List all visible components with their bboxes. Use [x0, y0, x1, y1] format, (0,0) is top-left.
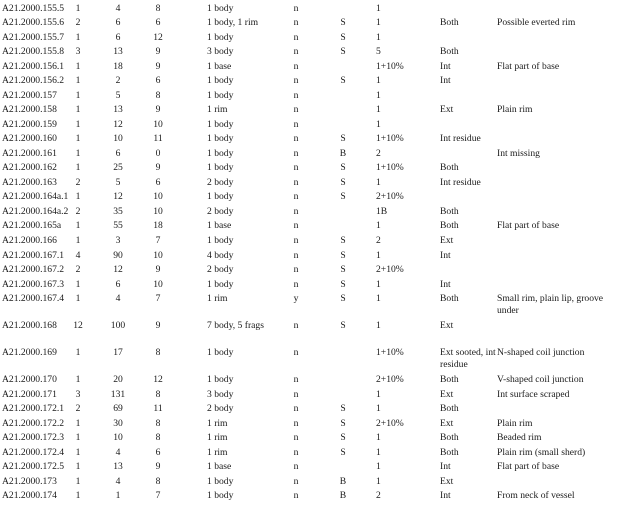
cell-temper: S [340, 403, 346, 414]
cell-thickness: 18 [153, 220, 163, 231]
cell-surface: Int [440, 75, 451, 86]
cell-description: 1 body [207, 374, 234, 385]
cell-description: 1 body [207, 490, 234, 501]
cell-weight: 69 [113, 403, 123, 414]
cell-sherd-count: 1 [75, 61, 81, 72]
cell-weight: 20 [113, 374, 123, 385]
cell-context-id: A21.2000.167.3 [2, 279, 65, 290]
cell-notes: Possible everted rim [497, 17, 576, 28]
cell-context-id: A21.2000.174 [2, 490, 57, 501]
cell-context-id: A21.2000.167.4 [2, 293, 65, 304]
cell-temper: S [340, 177, 346, 188]
cell-fabric: 1 [376, 389, 381, 400]
cell-thickness: 10 [153, 191, 163, 202]
cell-sherd-count: 1 [75, 490, 81, 501]
cell-context-id: A21.2000.155.6 [2, 17, 65, 28]
cell-thickness: 0 [155, 148, 161, 159]
cell-description: 2 body [207, 177, 234, 188]
cell-decorated: n [293, 418, 299, 429]
cell-decorated: n [293, 320, 299, 331]
cell-weight: 100 [110, 320, 126, 331]
cell-thickness: 8 [155, 389, 161, 400]
cell-fabric: 2+10% [376, 191, 404, 202]
cell-fabric: 1 [376, 119, 381, 130]
cell-decorated: n [293, 461, 299, 472]
cell-fabric: 2 [376, 235, 381, 246]
cell-sherd-count: 4 [75, 250, 81, 261]
cell-description: 1 base [207, 220, 232, 231]
cell-surface: Int [440, 461, 451, 472]
cell-weight: 6 [115, 17, 121, 28]
cell-context-id: A21.2000.172.1 [2, 403, 65, 414]
cell-sherd-count: 12 [73, 320, 83, 331]
cell-decorated: n [293, 191, 299, 202]
cell-description: 1 body [207, 75, 234, 86]
cell-sherd-count: 2 [75, 206, 81, 217]
cell-thickness: 10 [153, 119, 163, 130]
cell-fabric: 1 [376, 220, 381, 231]
cell-decorated: n [293, 264, 299, 275]
cell-surface: Ext [440, 476, 454, 487]
cell-sherd-count: 1 [75, 347, 81, 358]
cell-weight: 17 [113, 347, 123, 358]
cell-description: 1 rim [207, 432, 228, 443]
cell-notes: Plain rim (small sherd) [497, 447, 586, 458]
cell-weight: 5 [115, 90, 121, 101]
cell-thickness: 9 [155, 61, 161, 72]
cell-temper: S [340, 133, 346, 144]
cell-description: 2 body [207, 206, 234, 217]
cell-thickness: 9 [155, 461, 161, 472]
cell-decorated: n [293, 235, 299, 246]
cell-description: 3 body [207, 389, 234, 400]
cell-fabric: 1 [376, 403, 381, 414]
cell-temper: S [340, 32, 346, 43]
cell-surface: Int residue [440, 177, 481, 188]
cell-context-id: A21.2000.164a.1 [2, 191, 69, 202]
cell-context-id: A21.2000.170 [2, 374, 57, 385]
cell-description: 1 body [207, 133, 234, 144]
cell-decorated: n [293, 447, 299, 458]
cell-decorated: n [293, 61, 299, 72]
cell-notes: Flat part of base [497, 220, 560, 231]
cell-sherd-count: 1 [75, 447, 81, 458]
cell-sherd-count: 1 [75, 374, 81, 385]
cell-weight: 2 [115, 75, 121, 86]
cell-description: 1 body [207, 191, 234, 202]
cell-notes: Flat part of base [497, 461, 560, 472]
cell-thickness: 9 [155, 264, 161, 275]
cell-temper: S [340, 46, 346, 57]
cell-thickness: 12 [153, 32, 163, 43]
cell-thickness: 11 [153, 133, 163, 144]
cell-decorated: n [293, 133, 299, 144]
cell-context-id: A21.2000.163 [2, 177, 57, 188]
cell-temper: B [339, 148, 347, 159]
cell-description: 4 body [207, 250, 234, 261]
cell-weight: 55 [113, 220, 123, 231]
cell-sherd-count: 1 [75, 119, 81, 130]
cell-surface: Both [440, 17, 459, 28]
cell-fabric: 1+10% [376, 347, 404, 358]
cell-weight: 13 [113, 461, 123, 472]
cell-fabric: 1 [376, 279, 381, 290]
cell-weight: 18 [113, 61, 123, 72]
cell-thickness: 9 [155, 46, 161, 57]
cell-description: 1 body [207, 148, 234, 159]
cell-description: 3 body [207, 46, 234, 57]
cell-notes: V-shaped coil junction [497, 374, 584, 385]
cell-description: 1 body, 1 rim [207, 17, 259, 28]
cell-context-id: A21.2000.172.5 [2, 461, 65, 472]
cell-temper: S [340, 293, 346, 304]
cell-thickness: 6 [155, 447, 161, 458]
cell-surface: Both [440, 206, 459, 217]
cell-fabric: 1 [376, 476, 381, 487]
cell-weight: 4 [115, 3, 121, 14]
cell-context-id: A21.2000.172.2 [2, 418, 65, 429]
cell-temper: S [340, 17, 346, 28]
cell-sherd-count: 1 [75, 279, 81, 290]
cell-decorated: n [293, 148, 299, 159]
cell-weight: 5 [115, 177, 121, 188]
cell-weight: 12 [113, 119, 123, 130]
cell-sherd-count: 1 [75, 476, 81, 487]
cell-fabric: 1 [376, 3, 381, 14]
cell-temper: S [340, 279, 346, 290]
cell-surface: Both [440, 293, 459, 304]
cell-notes: N-shaped coil junction [497, 347, 585, 358]
cell-surface: Both [440, 46, 459, 57]
cell-surface: Both [440, 447, 459, 458]
cell-description: 1 body [207, 347, 234, 358]
cell-fabric: 1 [376, 177, 381, 188]
cell-temper: S [340, 432, 346, 443]
cell-thickness: 10 [153, 250, 163, 261]
cell-fabric: 2 [376, 490, 381, 501]
cell-decorated: n [293, 279, 299, 290]
cell-temper: S [340, 235, 346, 246]
cell-weight: 6 [115, 279, 121, 290]
cell-decorated: n [293, 374, 299, 385]
cell-fabric: 2+10% [376, 374, 404, 385]
cell-weight: 12 [113, 264, 123, 275]
cell-description: 1 body [207, 3, 234, 14]
cell-surface: Both [440, 220, 459, 231]
cell-context-id: A21.2000.161 [2, 148, 57, 159]
cell-sherd-count: 1 [75, 432, 81, 443]
cell-temper: S [340, 250, 346, 261]
cell-sherd-count: 1 [75, 90, 81, 101]
cell-weight: 6 [115, 32, 121, 43]
cell-fabric: 1 [376, 293, 381, 304]
cell-context-id: A21.2000.155.8 [2, 46, 65, 57]
cell-context-id: A21.2000.164a.2 [2, 206, 69, 217]
cell-sherd-count: 1 [75, 418, 81, 429]
cell-thickness: 9 [155, 320, 161, 331]
cell-fabric: 1 [376, 32, 381, 43]
cell-surface: Int [440, 61, 451, 72]
cell-description: 1 body [207, 235, 234, 246]
cell-weight: 4 [115, 447, 121, 458]
cell-surface: Ext [440, 320, 454, 331]
cell-thickness: 8 [155, 3, 161, 14]
cell-context-id: A21.2000.159 [2, 119, 57, 130]
cell-fabric: 2+10% [376, 418, 404, 429]
cell-fabric: 2 [376, 148, 381, 159]
cell-sherd-count: 1 [75, 32, 81, 43]
cell-decorated: n [293, 490, 299, 501]
cell-weight: 35 [113, 206, 123, 217]
cell-surface: Ext sooted, int residue [440, 347, 496, 370]
cell-context-id: A21.2000.165a [2, 220, 62, 231]
cell-notes: Plain rim [497, 104, 533, 115]
cell-weight: 10 [113, 432, 123, 443]
cell-surface: Int [440, 250, 451, 261]
cell-surface: Both [440, 374, 459, 385]
cell-fabric: 1 [376, 90, 381, 101]
cell-notes: Int missing [497, 148, 540, 159]
cell-decorated: n [293, 347, 299, 358]
cell-sherd-count: 1 [75, 220, 81, 231]
cell-decorated: n [293, 220, 299, 231]
cell-description: 2 body [207, 264, 234, 275]
cell-fabric: 1 [376, 250, 381, 261]
cell-fabric: 1+10% [376, 61, 404, 72]
cell-context-id: A21.2000.155.7 [2, 32, 65, 43]
cell-decorated: n [293, 206, 299, 217]
cell-surface: Ext [440, 389, 454, 400]
cell-notes: Flat part of base [497, 61, 560, 72]
cell-thickness: 12 [153, 374, 163, 385]
cell-thickness: 8 [155, 476, 161, 487]
cell-temper: S [340, 162, 346, 173]
cell-surface: Both [440, 432, 459, 443]
cell-decorated: n [293, 250, 299, 261]
cell-context-id: A21.2000.158 [2, 104, 57, 115]
cell-weight: 3 [115, 235, 121, 246]
cell-decorated: n [293, 32, 299, 43]
cell-sherd-count: 1 [75, 293, 81, 304]
cell-fabric: 1B [376, 206, 388, 217]
cell-sherd-count: 2 [75, 403, 81, 414]
cell-description: 1 rim [207, 447, 228, 458]
cell-thickness: 8 [155, 432, 161, 443]
cell-weight: 12 [113, 191, 123, 202]
cell-weight: 13 [113, 46, 123, 57]
cell-notes: Small rim, plain lip, groove under [497, 293, 604, 316]
cell-weight: 4 [115, 476, 121, 487]
cell-thickness: 10 [153, 279, 163, 290]
cell-decorated: n [293, 119, 299, 130]
cell-decorated: n [293, 177, 299, 188]
cell-fabric: 1+10% [376, 133, 404, 144]
cell-surface: Int residue [440, 133, 481, 144]
cell-fabric: 1 [376, 432, 381, 443]
cell-notes: Plain rim [497, 418, 533, 429]
cell-surface: Int [440, 279, 451, 290]
cell-description: 7 body, 5 frags [207, 320, 264, 331]
cell-sherd-count: 1 [75, 75, 81, 86]
cell-thickness: 7 [155, 293, 161, 304]
cell-description: 1 body [207, 279, 234, 290]
cell-description: 1 body [207, 90, 234, 101]
cell-decorated: n [293, 476, 299, 487]
cell-context-id: A21.2000.171 [2, 389, 57, 400]
cell-notes: Beaded rim [497, 432, 542, 443]
cell-thickness: 7 [155, 235, 161, 246]
cell-description: 1 base [207, 61, 232, 72]
cell-thickness: 6 [155, 177, 161, 188]
cell-sherd-count: 2 [75, 177, 81, 188]
cell-thickness: 11 [153, 403, 163, 414]
cell-sherd-count: 1 [75, 162, 81, 173]
cell-fabric: 1 [376, 75, 381, 86]
cell-temper: S [340, 264, 346, 275]
cell-thickness: 8 [155, 418, 161, 429]
cell-thickness: 8 [155, 90, 161, 101]
cell-weight: 25 [113, 162, 123, 173]
cell-sherd-count: 3 [75, 389, 81, 400]
cell-temper: B [339, 476, 347, 487]
cell-thickness: 9 [155, 162, 161, 173]
cell-decorated: n [293, 162, 299, 173]
cell-weight: 1 [115, 490, 121, 501]
cell-thickness: 9 [155, 104, 161, 115]
cell-weight: 90 [113, 250, 123, 261]
cell-context-id: A21.2000.160 [2, 133, 57, 144]
cell-decorated: n [293, 104, 299, 115]
cell-context-id: A21.2000.157 [2, 90, 57, 101]
cell-weight: 131 [110, 389, 126, 400]
cell-sherd-count: 1 [75, 191, 81, 202]
cell-fabric: 1 [376, 104, 381, 115]
cell-sherd-count: 1 [75, 148, 81, 159]
cell-context-id: A21.2000.166 [2, 235, 57, 246]
cell-sherd-count: 3 [75, 46, 81, 57]
cell-thickness: 8 [155, 347, 161, 358]
cell-sherd-count: 1 [75, 461, 81, 472]
cell-temper: B [339, 490, 347, 501]
cell-fabric: 1+10% [376, 162, 404, 173]
cell-weight: 6 [115, 148, 121, 159]
cell-context-id: A21.2000.156.1 [2, 61, 65, 72]
cell-sherd-count: 1 [75, 104, 81, 115]
cell-context-id: A21.2000.156.2 [2, 75, 65, 86]
cell-decorated: n [293, 17, 299, 28]
cell-decorated: n [293, 75, 299, 86]
cell-context-id: A21.2000.162 [2, 162, 57, 173]
cell-fabric: 5 [376, 46, 381, 57]
cell-weight: 10 [113, 133, 123, 144]
cell-sherd-count: 2 [75, 264, 81, 275]
cell-weight: 13 [113, 104, 123, 115]
cell-notes: Int surface scraped [497, 389, 570, 400]
cell-decorated: n [293, 90, 299, 101]
cell-fabric: 1 [376, 461, 381, 472]
cell-description: 1 base [207, 461, 232, 472]
cell-context-id: A21.2000.155.5 [2, 3, 65, 14]
cell-description: 1 body [207, 119, 234, 130]
cell-decorated: n [293, 403, 299, 414]
cell-temper: S [340, 191, 346, 202]
cell-surface: Ext [440, 418, 454, 429]
cell-fabric: 2+10% [376, 264, 404, 275]
cell-surface: Both [440, 403, 459, 414]
cell-decorated: n [293, 432, 299, 443]
cell-decorated: y [293, 293, 299, 304]
cell-notes: From neck of vessel [497, 490, 575, 501]
cell-description: 1 body [207, 162, 234, 173]
cell-thickness: 10 [153, 206, 163, 217]
cell-fabric: 1 [376, 17, 381, 28]
cell-temper: S [340, 320, 346, 331]
cell-weight: 30 [113, 418, 123, 429]
cell-sherd-count: 1 [75, 235, 81, 246]
cell-temper: S [340, 447, 346, 458]
cell-temper: S [340, 75, 346, 86]
cell-surface: Both [440, 162, 459, 173]
cell-thickness: 7 [155, 490, 161, 501]
cell-description: 1 body [207, 476, 234, 487]
cell-thickness: 6 [155, 75, 161, 86]
cell-context-id: A21.2000.173 [2, 476, 57, 487]
cell-description: 1 rim [207, 293, 228, 304]
cell-description: 1 body [207, 32, 234, 43]
cell-decorated: n [293, 389, 299, 400]
cell-fabric: 1 [376, 320, 381, 331]
cell-surface: Ext [440, 104, 454, 115]
cell-sherd-count: 1 [75, 133, 81, 144]
cell-context-id: A21.2000.167.2 [2, 264, 65, 275]
cell-surface: Ext [440, 235, 454, 246]
cell-temper: S [340, 418, 346, 429]
cell-context-id: A21.2000.168 [2, 320, 57, 331]
cell-decorated: n [293, 46, 299, 57]
cell-context-id: A21.2000.172.4 [2, 447, 65, 458]
cell-context-id: A21.2000.167.1 [2, 250, 65, 261]
cell-description: 2 body [207, 403, 234, 414]
cell-description: 1 rim [207, 418, 228, 429]
cell-sherd-count: 1 [75, 3, 81, 14]
cell-decorated: n [293, 3, 299, 14]
cell-context-id: A21.2000.172.3 [2, 432, 65, 443]
cell-fabric: 1 [376, 447, 381, 458]
cell-surface: Int [440, 490, 451, 501]
cell-sherd-count: 2 [75, 17, 81, 28]
cell-context-id: A21.2000.169 [2, 347, 57, 358]
cell-thickness: 6 [155, 17, 161, 28]
cell-weight: 4 [115, 293, 121, 304]
cell-description: 1 rim [207, 104, 228, 115]
